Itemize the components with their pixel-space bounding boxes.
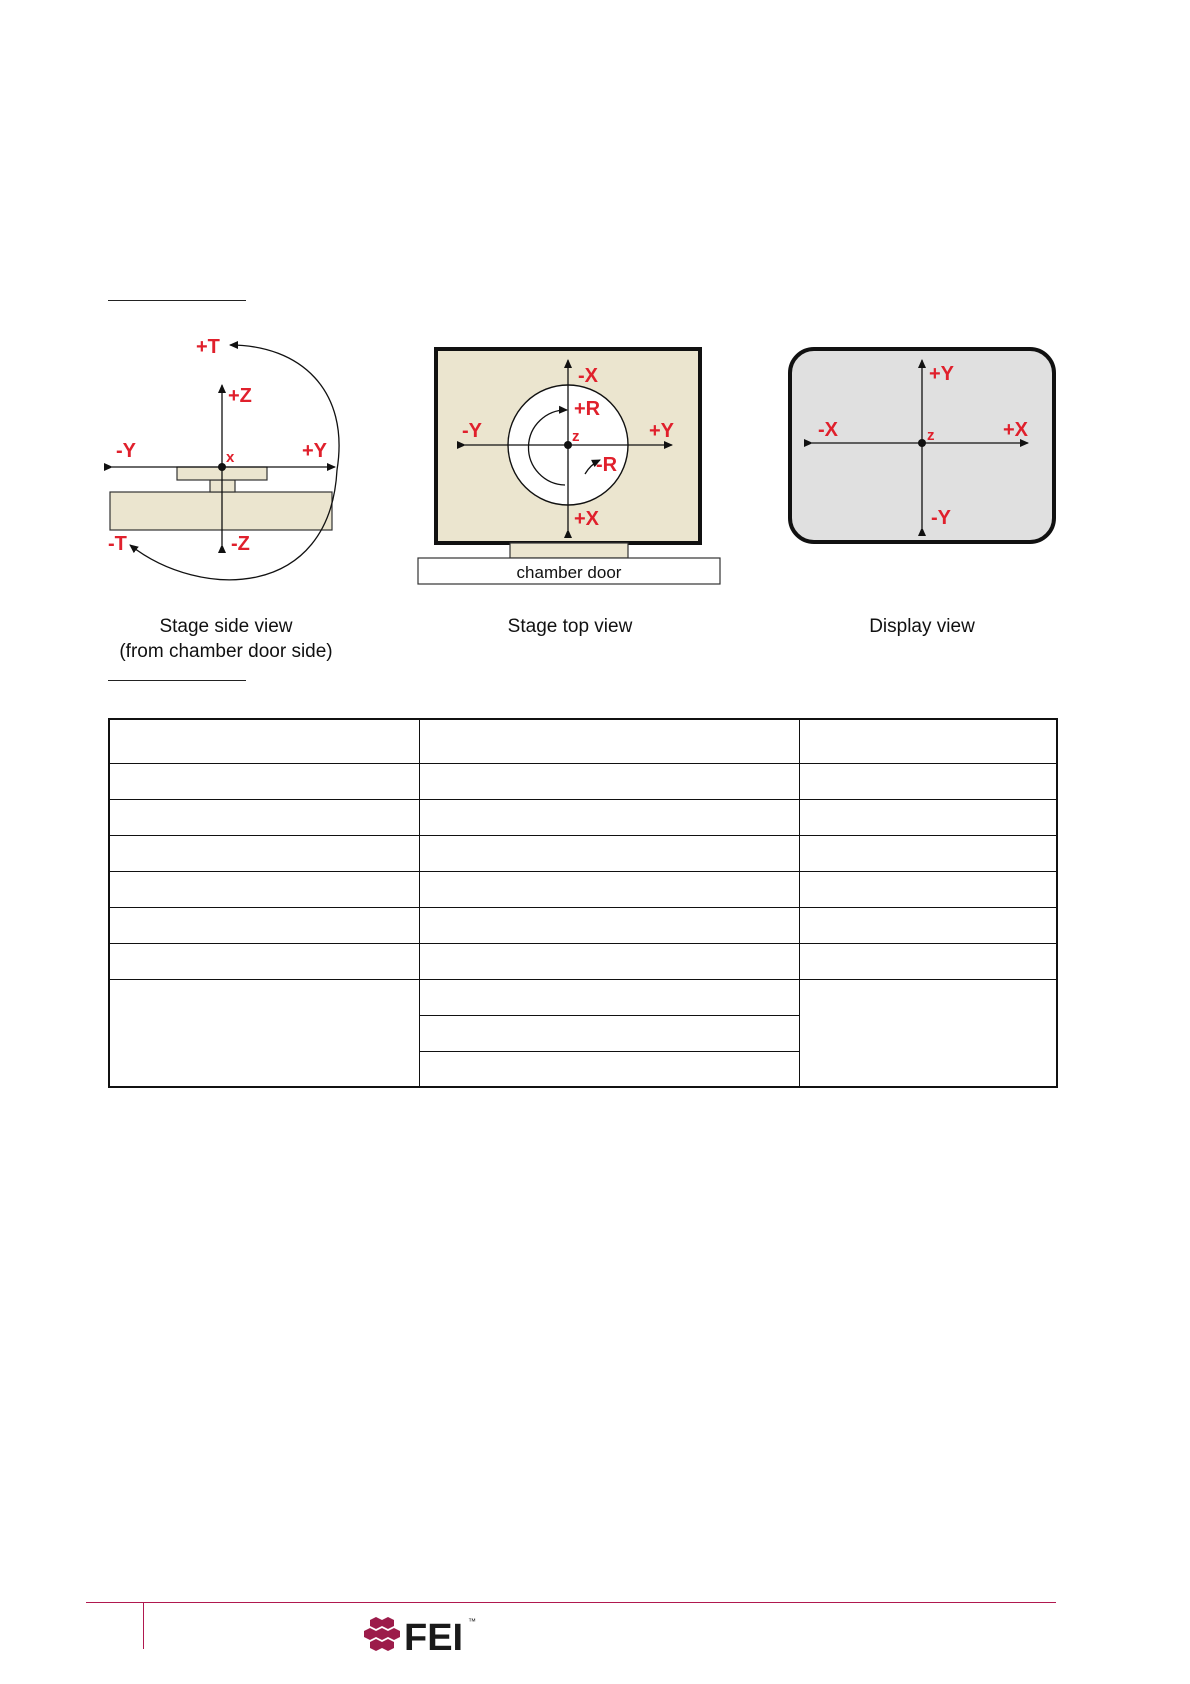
- side-view-caption-line1: Stage side view: [159, 616, 293, 637]
- table-cell: [109, 835, 419, 871]
- table-cell: [419, 979, 799, 1015]
- stage-side-view: [108, 336, 339, 580]
- table-row: [109, 907, 1057, 943]
- table-cell: [109, 943, 419, 979]
- footer-rule: [86, 1602, 1056, 1603]
- display-view: [790, 349, 1054, 542]
- table-row: [109, 871, 1057, 907]
- label-x: x: [226, 449, 235, 466]
- table-header-cell: [799, 719, 1057, 763]
- table-row: [109, 763, 1057, 799]
- label-minus-z: -Z: [231, 533, 250, 555]
- display-view-caption: Display view: [869, 616, 975, 637]
- label-plus-y: +Y: [929, 363, 955, 385]
- table-header-row: [109, 719, 1057, 763]
- table-cell: [799, 835, 1057, 871]
- label-minus-r: -R: [596, 454, 618, 476]
- table-cell: [799, 871, 1057, 907]
- label-minus-y: -Y: [462, 420, 482, 442]
- chamber-door-label: chamber door: [516, 563, 622, 582]
- table-cell: [419, 799, 799, 835]
- section-rule-bottom: [108, 680, 246, 681]
- label-plus-y: +Y: [302, 440, 328, 462]
- table-cell: [799, 907, 1057, 943]
- table-cell: [419, 1051, 799, 1087]
- table-cell: [109, 763, 419, 799]
- table-merged-row: [109, 979, 1057, 1015]
- table-cell: [419, 835, 799, 871]
- label-minus-x: -X: [578, 365, 598, 387]
- axis-table: [108, 718, 1058, 1088]
- footer-tick: [143, 1603, 144, 1649]
- fei-logo: [362, 1612, 482, 1658]
- top-origin-dot: [564, 441, 572, 449]
- table-cell: [109, 907, 419, 943]
- table-merged-cell: [799, 979, 1057, 1087]
- side-view-caption: [96, 614, 356, 664]
- label-minus-x: -X: [818, 419, 838, 441]
- table-cell: [799, 763, 1057, 799]
- label-plus-t: +T: [196, 336, 220, 358]
- label-minus-t: -T: [108, 533, 127, 555]
- side-view-caption-line2: (from chamber door side): [119, 641, 333, 662]
- door-connector: [510, 543, 628, 558]
- table-cell: [109, 799, 419, 835]
- label-plus-z: +Z: [228, 385, 252, 407]
- table-row: [109, 835, 1057, 871]
- stage-coordinate-figure: [0, 0, 1190, 700]
- table-cell: [109, 871, 419, 907]
- table-row: [109, 943, 1057, 979]
- origin-dot: [218, 463, 226, 471]
- table-cell: [799, 799, 1057, 835]
- label-plus-x: +X: [1003, 419, 1029, 441]
- table-merged-cell: [109, 979, 419, 1087]
- table-cell: [419, 1015, 799, 1051]
- label-minus-y: -Y: [116, 440, 136, 462]
- table-header-cell: [109, 719, 419, 763]
- table-cell: [419, 907, 799, 943]
- label-plus-x: +X: [574, 508, 600, 530]
- fei-trademark: ™: [468, 1617, 476, 1626]
- fei-logo-icon: [364, 1617, 400, 1651]
- display-origin-dot: [918, 439, 926, 447]
- table-cell: [799, 943, 1057, 979]
- table-cell: [419, 763, 799, 799]
- label-minus-y: -Y: [931, 507, 951, 529]
- label-plus-r: +R: [574, 398, 601, 420]
- table-row: [109, 799, 1057, 835]
- table-cell: [419, 871, 799, 907]
- top-view-caption: Stage top view: [507, 616, 633, 637]
- label-plus-y: +Y: [649, 420, 675, 442]
- fei-logo-text: FEI: [404, 1617, 464, 1658]
- label-z: z: [927, 427, 935, 444]
- table-cell: [419, 943, 799, 979]
- table-header-cell: [419, 719, 799, 763]
- label-z: z: [572, 428, 580, 445]
- stage-base-block: [110, 492, 332, 530]
- stage-top-view: [418, 349, 720, 584]
